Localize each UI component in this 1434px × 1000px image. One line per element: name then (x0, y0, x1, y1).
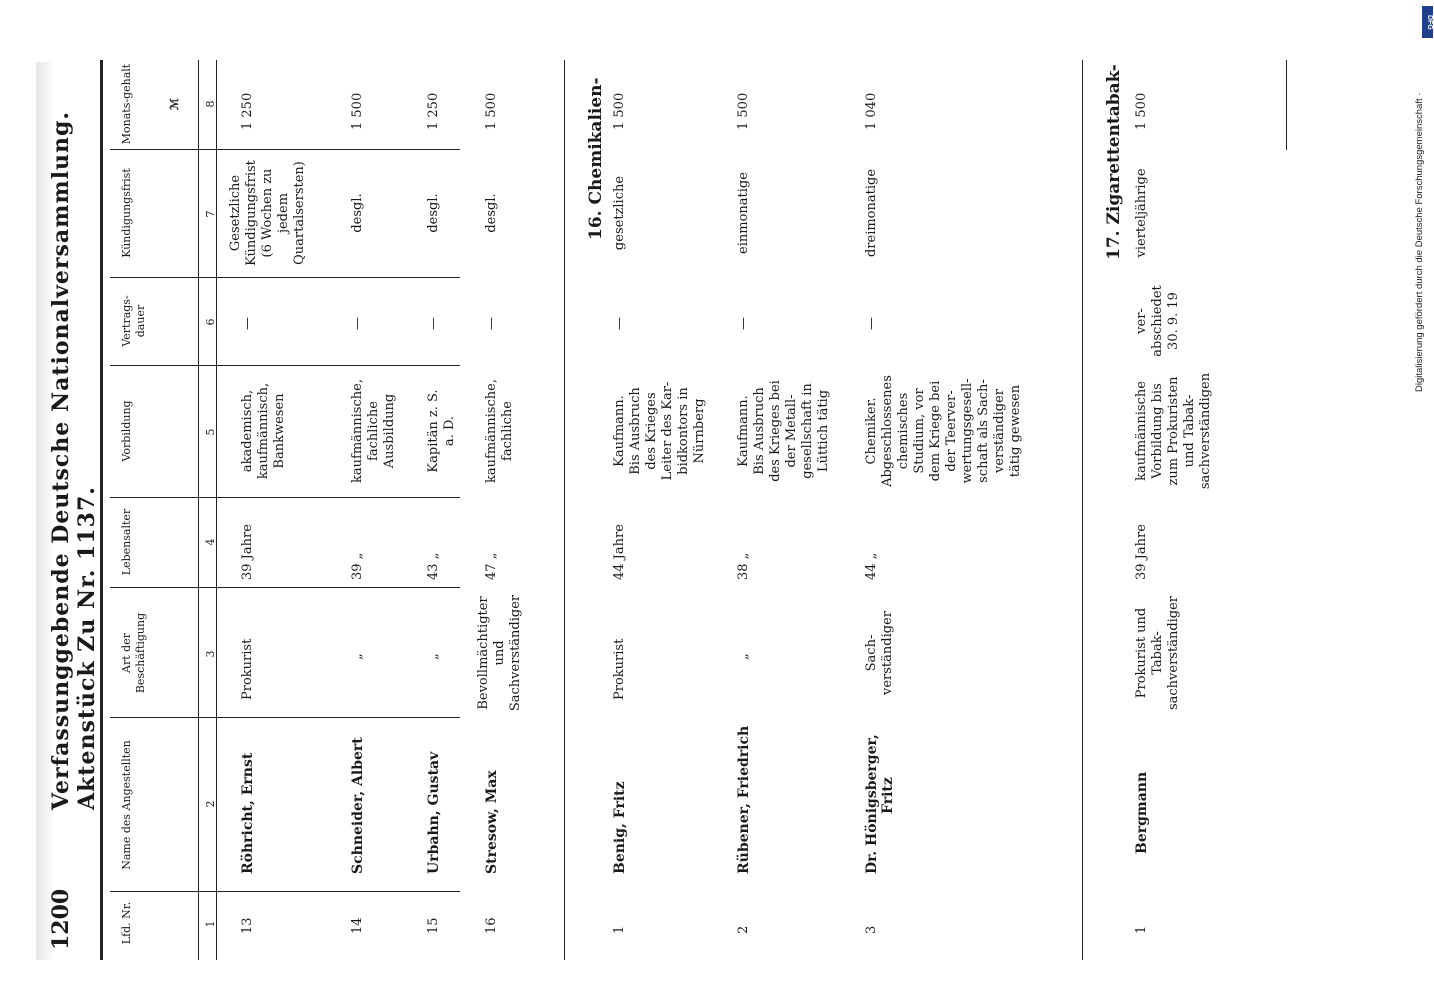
row-vorbildung (350, 368, 398, 494)
row-gehalt: 1 500 (484, 92, 499, 130)
text-line: der Teerver- (944, 390, 959, 472)
row-name: Röhricht, Ernst (240, 752, 256, 874)
row-kuendigung: vierteljährige (1134, 168, 1149, 258)
text-line: wertungsgesell- (960, 378, 975, 484)
text-line: Abgeschlossenes (880, 375, 895, 487)
row-gehalt: 1 500 (736, 92, 751, 130)
text-line: Prokurist und (1134, 607, 1149, 699)
col-header-dauer: Vertrags-dauer (120, 295, 147, 347)
text-line: bidkontors in (676, 387, 691, 475)
row-art: „ (350, 653, 365, 660)
text-line: Lüttich tätig (816, 389, 831, 473)
dfg-logo: DFG (1422, 6, 1433, 38)
row-name: Bergmann (1134, 771, 1150, 854)
text-line: Bis Ausbruch (628, 387, 643, 475)
text-line: akademisch, (240, 389, 255, 473)
text-line: dem Kriege bei (928, 380, 943, 482)
row-art: „ (736, 653, 751, 660)
row-name: Urbahn, Gustav (426, 751, 442, 874)
page-header (42, 60, 100, 950)
col-divider (110, 277, 460, 278)
row-gehalt: 1 500 (350, 92, 365, 130)
col-number: 8 (204, 100, 217, 108)
row-name: Rübener, Friedrich (736, 725, 752, 874)
row-dauer: — (240, 317, 255, 330)
text-line: zum Prokuristen (1166, 376, 1181, 486)
digitization-note-text: Digitalisierung gefördert durch die Deutsche Forschungsgemeinschaft · (1414, 92, 1425, 392)
row-dauer: — (736, 317, 751, 330)
text-line: kaufmännische, (484, 379, 499, 483)
text-line: fachliche (366, 401, 381, 461)
col-header-name: Name des Angestellten (120, 740, 133, 870)
text-line: Vorbildung bis (1150, 383, 1165, 479)
col-header-kuendigung: Kündigungsfrist (120, 168, 133, 258)
col-header-nr: Lfd. Nr. (120, 901, 133, 945)
row-vorbildung (1134, 368, 1214, 494)
text-line: (6 Wochen zu (260, 168, 275, 258)
row-name: Benig, Fritz (612, 781, 628, 874)
col-divider (110, 891, 460, 892)
row-alter: 39 Jahre (240, 524, 255, 580)
col-header-vorbildung: Vorbildung (120, 400, 133, 462)
row-alter: 47 „ (484, 552, 499, 580)
row-alter: 39 Jahre (1134, 524, 1149, 580)
text-line: Sachverständiger (508, 594, 523, 712)
text-line: kaufmännisch, (256, 382, 271, 480)
row-vorbildung (864, 368, 1024, 494)
text-line: sachverständigen (1198, 372, 1213, 490)
row-kuendigung: dreimonatige (864, 168, 879, 258)
text-line: Bis Ausbruch (752, 387, 767, 475)
text-line: ver- (1134, 308, 1149, 334)
text-line: Quartalsersten) (292, 161, 307, 265)
row-kuendigung: desgl. (426, 193, 441, 233)
row-gehalt: 1 250 (426, 92, 441, 130)
col-number: 4 (204, 538, 217, 546)
text-line: verständiger (992, 389, 1007, 473)
row-dauer: — (612, 317, 627, 330)
col-divider (110, 497, 460, 498)
text-line: abschiedet (1150, 285, 1165, 357)
text-line: Studium, vor (912, 388, 927, 474)
text-line: 30. 9. 19 (1166, 292, 1181, 350)
text-line: Leiter des Kar- (660, 381, 675, 481)
row-nr: 3 (864, 925, 879, 934)
col-number: 5 (204, 428, 217, 436)
row-art: Prokurist (240, 638, 255, 700)
row-gehalt: 1 500 (1134, 92, 1149, 130)
text-line: Tabak- (1150, 631, 1165, 675)
text-line: tätig gewesen (1008, 384, 1023, 478)
row-art: „ (426, 653, 441, 660)
row-gehalt: 1 250 (240, 92, 255, 130)
section-rule (564, 60, 565, 960)
col-divider (110, 365, 460, 366)
text-line: des Krieges bei (768, 380, 783, 482)
col-divider (110, 587, 460, 588)
text-line: verständiger (880, 611, 895, 695)
text-line: schaft als Sach- (976, 379, 991, 483)
row-kuendigung: desgl. (484, 193, 499, 233)
row-dauer: — (426, 317, 441, 330)
row-nr: 1 (612, 925, 627, 934)
digitization-note (1414, 20, 1428, 392)
row-dauer: — (484, 317, 499, 330)
text-line: Bevollmächtigter (476, 596, 491, 710)
text-line: kaufmännische, (350, 379, 365, 483)
text-line: gesellschaft in (800, 383, 815, 479)
row-nr: 14 (350, 917, 365, 934)
col-header-gehalt-unit: ℳ (168, 98, 181, 110)
text-line: kaufmännische (1134, 381, 1149, 481)
col-number: 6 (204, 318, 217, 326)
top-rule (100, 60, 103, 960)
row-vorbildung (426, 368, 458, 494)
row-name (864, 734, 896, 874)
text-line: Bankwesen (272, 393, 287, 469)
text-line: der Metall- (784, 394, 799, 468)
row-gehalt: 1 500 (612, 92, 627, 130)
text-line: Dr. Hönigsberger, (864, 734, 880, 874)
row-dauer: — (864, 317, 879, 330)
row-art (864, 592, 896, 714)
row-nr: 1 (1134, 925, 1149, 934)
bottom-rule (1286, 60, 1287, 150)
row-dauer: — (350, 317, 365, 330)
text-line: Nürnberg (692, 398, 707, 464)
row-gehalt: 1 040 (864, 92, 879, 130)
row-nr: 2 (736, 925, 751, 934)
text-line: Kündigungsfrist (244, 160, 259, 266)
col-number: 3 (204, 650, 217, 658)
section-title: 17. Zigarettentabak- (1104, 64, 1124, 260)
page-number: 1200 (48, 888, 74, 950)
row-vorbildung (484, 368, 516, 494)
text-line: Sach- (864, 634, 879, 672)
row-kuendigung: desgl. (350, 193, 365, 233)
text-line: Fritz (880, 777, 896, 814)
row-kuendigung: einmonatige (736, 172, 751, 254)
text-line: Gesetzliche (228, 174, 243, 252)
text-line: des Krieges (644, 392, 659, 470)
row-art (1134, 592, 1182, 714)
section-title: 16. Chemikalien- (586, 77, 606, 240)
col-number: 1 (204, 920, 217, 928)
row-kuendigung (228, 152, 308, 274)
head-rule (198, 60, 199, 960)
text-line: fachliche (500, 401, 515, 461)
row-vorbildung (240, 368, 288, 494)
row-name: Stresow, Max (484, 770, 500, 874)
row-nr: 13 (240, 917, 255, 934)
row-alter: 39 „ (350, 552, 365, 580)
text-line: Chemiker. (864, 397, 879, 465)
row-nr: 16 (484, 917, 499, 934)
row-alter: 38 „ (736, 552, 751, 580)
row-kuendigung: gesetzliche (612, 175, 627, 251)
col-number: 2 (204, 800, 217, 808)
row-art (476, 592, 524, 714)
section-rule (1082, 60, 1083, 960)
row-art: Prokurist (612, 638, 627, 700)
text-line: a. D. (442, 415, 457, 447)
page-title: Verfassunggebende Deutsche Nationalversammlung. Aktenstück Zu Nr. 1137. (48, 110, 100, 810)
col-header-art: Art der Beschäftigung (120, 612, 147, 694)
text-line: chemisches (896, 392, 911, 470)
text-line: sachverständiger (1166, 595, 1181, 711)
text-line: Kaufmann. (736, 395, 751, 467)
col-header-gehalt: Monats-gehalt (120, 63, 133, 145)
row-alter: 44 „ (864, 552, 879, 580)
col-divider (110, 149, 460, 150)
row-alter: 43 „ (426, 552, 441, 580)
text-line: Kaufmann. (612, 395, 627, 467)
text-line: und Tabak- (1182, 394, 1197, 468)
row-name: Schneider, Albert (350, 737, 366, 874)
col-header-alter: Lebensalter (120, 508, 133, 576)
col-divider (110, 717, 460, 718)
row-nr: 15 (426, 917, 441, 934)
row-alter: 44 Jahre (612, 524, 627, 580)
row-vorbildung (736, 368, 832, 494)
text-line: und (492, 640, 507, 666)
row-dauer (1134, 280, 1182, 362)
text-line: Kapitän z. S. (426, 389, 441, 473)
col-number: 7 (204, 210, 217, 218)
text-line: Ausbildung (382, 393, 397, 469)
row-vorbildung (612, 368, 708, 494)
text-line: jedem (276, 192, 291, 234)
